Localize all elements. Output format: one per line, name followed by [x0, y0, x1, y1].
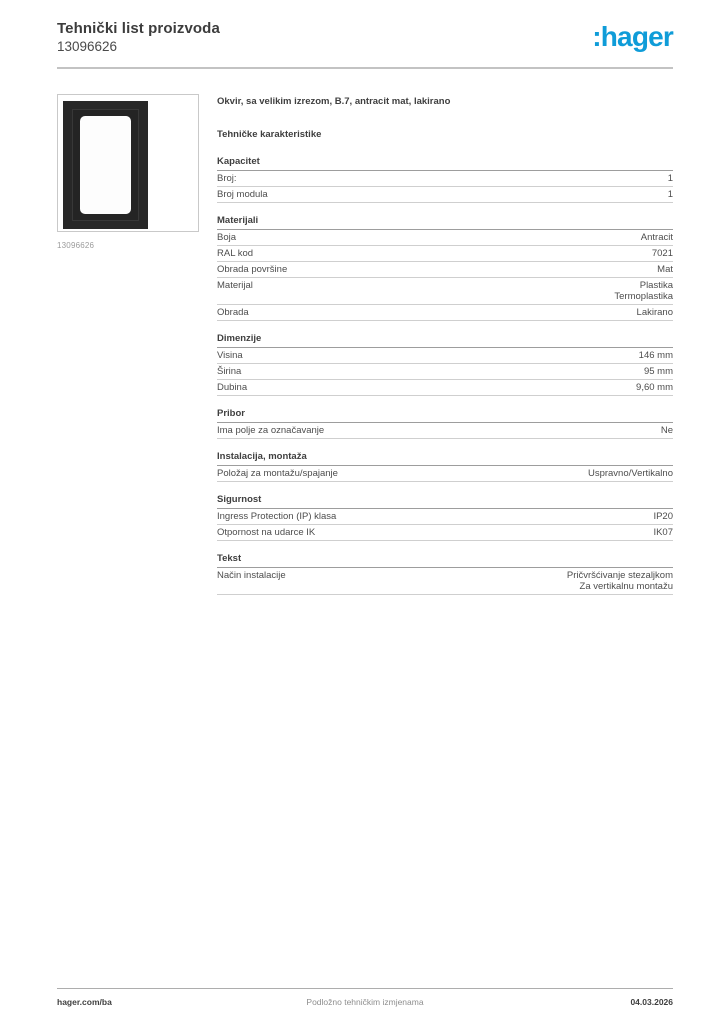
spec-label: Broj: [217, 173, 237, 184]
spec-section-title: Materijali [217, 216, 673, 230]
spec-label: Otpornost na udarce IK [217, 527, 316, 538]
footer-website: hager.com/ba [57, 997, 112, 1007]
spec-column [217, 94, 673, 595]
header-titles [57, 20, 220, 54]
spec-label: Ima polje za označavanje [217, 425, 325, 436]
spec-label: Način instalacije [217, 570, 286, 581]
spec-value: Plastika Termoplastika [614, 280, 673, 302]
footer-disclaimer: Podložno tehničkim izmjenama [306, 997, 424, 1007]
spec-value: 146 mm [638, 350, 673, 361]
spec-section-materijali [217, 216, 673, 321]
spec-section-title: Instalacija, montaža [217, 452, 673, 466]
spec-label: Boja [217, 232, 237, 243]
spec-row [217, 305, 673, 321]
spec-section-kapacitet [217, 157, 673, 203]
spec-value: Antracit [640, 232, 673, 243]
spec-label: Obrada [217, 307, 249, 318]
spec-label: Materijal [217, 280, 253, 291]
product-frame-illustration [63, 101, 148, 229]
spec-row [217, 364, 673, 380]
page-header [57, 20, 673, 54]
spec-value: Uspravno/Vertikalno [587, 468, 673, 479]
spec-value: IK07 [653, 527, 673, 538]
spec-row [217, 525, 673, 541]
spec-value: 1 [667, 173, 673, 184]
spec-section-title: Kapacitet [217, 157, 673, 171]
spec-row [217, 423, 673, 439]
footer-divider [57, 988, 673, 989]
spec-section-title: Sigurnost [217, 495, 673, 509]
product-visual-column [57, 94, 199, 595]
spec-value: 1 [667, 189, 673, 200]
spec-row [217, 568, 673, 595]
spec-row [217, 187, 673, 203]
spec-row [217, 380, 673, 396]
spec-row [217, 171, 673, 187]
spec-row [217, 262, 673, 278]
spec-label: Visina [217, 350, 243, 361]
hager-logo: :hager [592, 21, 673, 52]
spec-section-sigurnost [217, 495, 673, 541]
spec-row [217, 509, 673, 525]
spec-section-title: Pribor [217, 409, 673, 423]
spec-value: 95 mm [643, 366, 673, 377]
spec-row [217, 246, 673, 262]
frame-cutout [80, 116, 131, 214]
spec-sections [217, 157, 673, 595]
spec-section-title: Tekst [217, 554, 673, 568]
spec-label: Obrada površine [217, 264, 288, 275]
spec-label: RAL kod [217, 248, 254, 259]
spec-row [217, 466, 673, 482]
spec-section-instalacija-monta-a [217, 452, 673, 482]
product-image-caption: 13096626 [57, 241, 95, 250]
spec-value: IP20 [653, 511, 673, 522]
doc-title: Tehnički list proizvoda [57, 20, 220, 37]
spec-label: Ingress Protection (IP) klasa [217, 511, 337, 522]
spec-section-tekst [217, 554, 673, 595]
content-area [57, 94, 673, 595]
spec-value: Pričvršćivanje stezaljkom Za vertikalnu montažu [566, 570, 673, 592]
footer-date: 04.03.2026 [630, 997, 673, 1007]
product-image [57, 94, 199, 232]
header-divider [57, 67, 673, 69]
spec-row [217, 230, 673, 246]
spec-value: Mat [657, 264, 673, 275]
spec-section-title: Dimenzije [217, 334, 673, 348]
spec-value: Lakirano [636, 307, 673, 318]
spec-label: Broj modula [217, 189, 268, 200]
spec-section-dimenzije [217, 334, 673, 396]
spec-row [217, 278, 673, 305]
spec-value: Ne [660, 425, 673, 436]
spec-label: Dubina [217, 382, 248, 393]
page-footer [57, 997, 673, 1007]
specs-heading: Tehničke karakteristike [217, 129, 322, 140]
spec-value: 9,60 mm [636, 382, 673, 393]
spec-section-pribor [217, 409, 673, 439]
spec-label: Položaj za montažu/spajanje [217, 468, 338, 479]
doc-product-number: 13096626 [57, 39, 118, 54]
product-description: Okvir, sa velikim izrezom, B.7, antracit mat, lakirano [217, 96, 451, 107]
spec-label: Širina [217, 366, 242, 377]
spec-value: 7021 [651, 248, 673, 259]
spec-row [217, 348, 673, 364]
